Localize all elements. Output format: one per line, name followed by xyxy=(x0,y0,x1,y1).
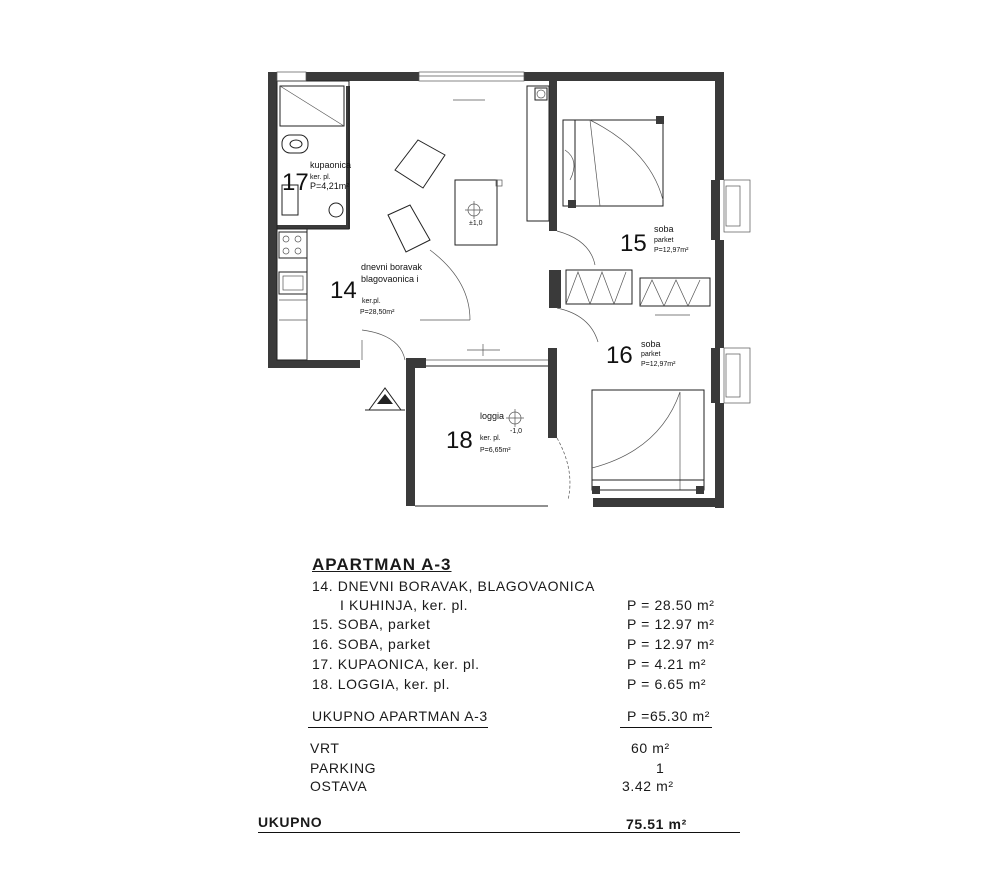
room-15-label xyxy=(620,224,689,257)
extra-value: 3.42 m² xyxy=(622,778,674,794)
bed-room-15 xyxy=(563,116,664,208)
grand-total-value: 75.51 m² xyxy=(626,816,687,832)
level-mark-text-living: ±1,0 xyxy=(469,220,483,227)
divider xyxy=(308,727,488,728)
room-15-name: soba xyxy=(654,224,674,234)
room-14-name-1: dnevni boravak xyxy=(361,262,423,272)
extra-label: OSTAVA xyxy=(310,778,368,794)
room-18-number: 18 xyxy=(446,427,473,454)
room-18-floor: ker. pl. xyxy=(480,435,501,442)
extra-label: PARKING xyxy=(310,760,377,776)
room-16-number: 16 xyxy=(606,342,633,369)
legend-row-value: P = 28.50 m² xyxy=(627,597,715,613)
room-17-number: 17 xyxy=(282,169,309,196)
room-16-label xyxy=(606,339,676,369)
room-18-name: loggia xyxy=(480,411,505,421)
room-14-label xyxy=(330,262,423,316)
room-17-floor: ker. pl. xyxy=(310,174,331,181)
bathroom-fixtures xyxy=(280,86,344,217)
level-mark-loggia xyxy=(506,409,524,435)
legend-row-label: 18. LOGGIA, ker. pl. xyxy=(312,676,451,692)
room-16-name: soba xyxy=(641,339,661,349)
bed-room-16 xyxy=(592,390,704,494)
legend-row-value: P = 4.21 m² xyxy=(627,656,707,672)
room-16-area: P=12,97m² xyxy=(641,361,676,368)
divider xyxy=(620,727,712,728)
legend-row-value: P = 12.97 m² xyxy=(627,616,715,632)
room-15-area: P=12,97m² xyxy=(654,247,689,254)
legend-row-label: 17. KUPAONICA, ker. pl. xyxy=(312,656,480,672)
level-mark-text-loggia: -1,0 xyxy=(510,428,523,435)
legend-row-label: 16. SOBA, parket xyxy=(312,636,431,652)
legend-row-value: P = 12.97 m² xyxy=(627,636,715,652)
room-17-name: kupaonica xyxy=(310,160,352,170)
room-16-floor: parket xyxy=(641,351,661,358)
room-17-label xyxy=(282,160,351,196)
total-apartment-label: UKUPNO APARTMAN A-3 xyxy=(312,708,488,724)
room-17-area: P=4,21m² xyxy=(310,181,350,191)
legend-row-label: 15. SOBA, parket xyxy=(312,616,431,632)
divider xyxy=(258,832,740,833)
extra-value: 60 m² xyxy=(631,740,670,756)
kitchen-fixtures xyxy=(279,232,307,360)
room-15-floor: parket xyxy=(654,237,674,244)
total-apartment-value: P =65.30 m² xyxy=(627,708,710,724)
room-14-floor: ker.pl. xyxy=(362,298,381,305)
legend-title: APARTMAN A-3 xyxy=(312,555,452,574)
grand-total-label: UKUPNO xyxy=(258,814,323,830)
room-14-name-2: blagovaonica i xyxy=(361,274,419,284)
extra-label: VRT xyxy=(310,740,340,756)
extra-value: 1 xyxy=(656,760,665,776)
room-14-number: 14 xyxy=(330,277,357,304)
level-mark-living xyxy=(465,201,483,227)
room-18-label xyxy=(446,411,511,454)
legend-row-label: 14. DNEVNI BORAVAK, BLAGOVAONICA xyxy=(312,578,595,594)
room-18-area: P=6,65m² xyxy=(480,447,511,454)
section-mark xyxy=(365,388,405,410)
living-room-furniture xyxy=(362,140,502,360)
room-14-area: P=28,50m² xyxy=(360,309,395,316)
legend-row-label: I KUHINJA, ker. pl. xyxy=(340,597,469,613)
legend-row-value: P = 6.65 m² xyxy=(627,676,707,692)
room-15-number: 15 xyxy=(620,230,647,257)
